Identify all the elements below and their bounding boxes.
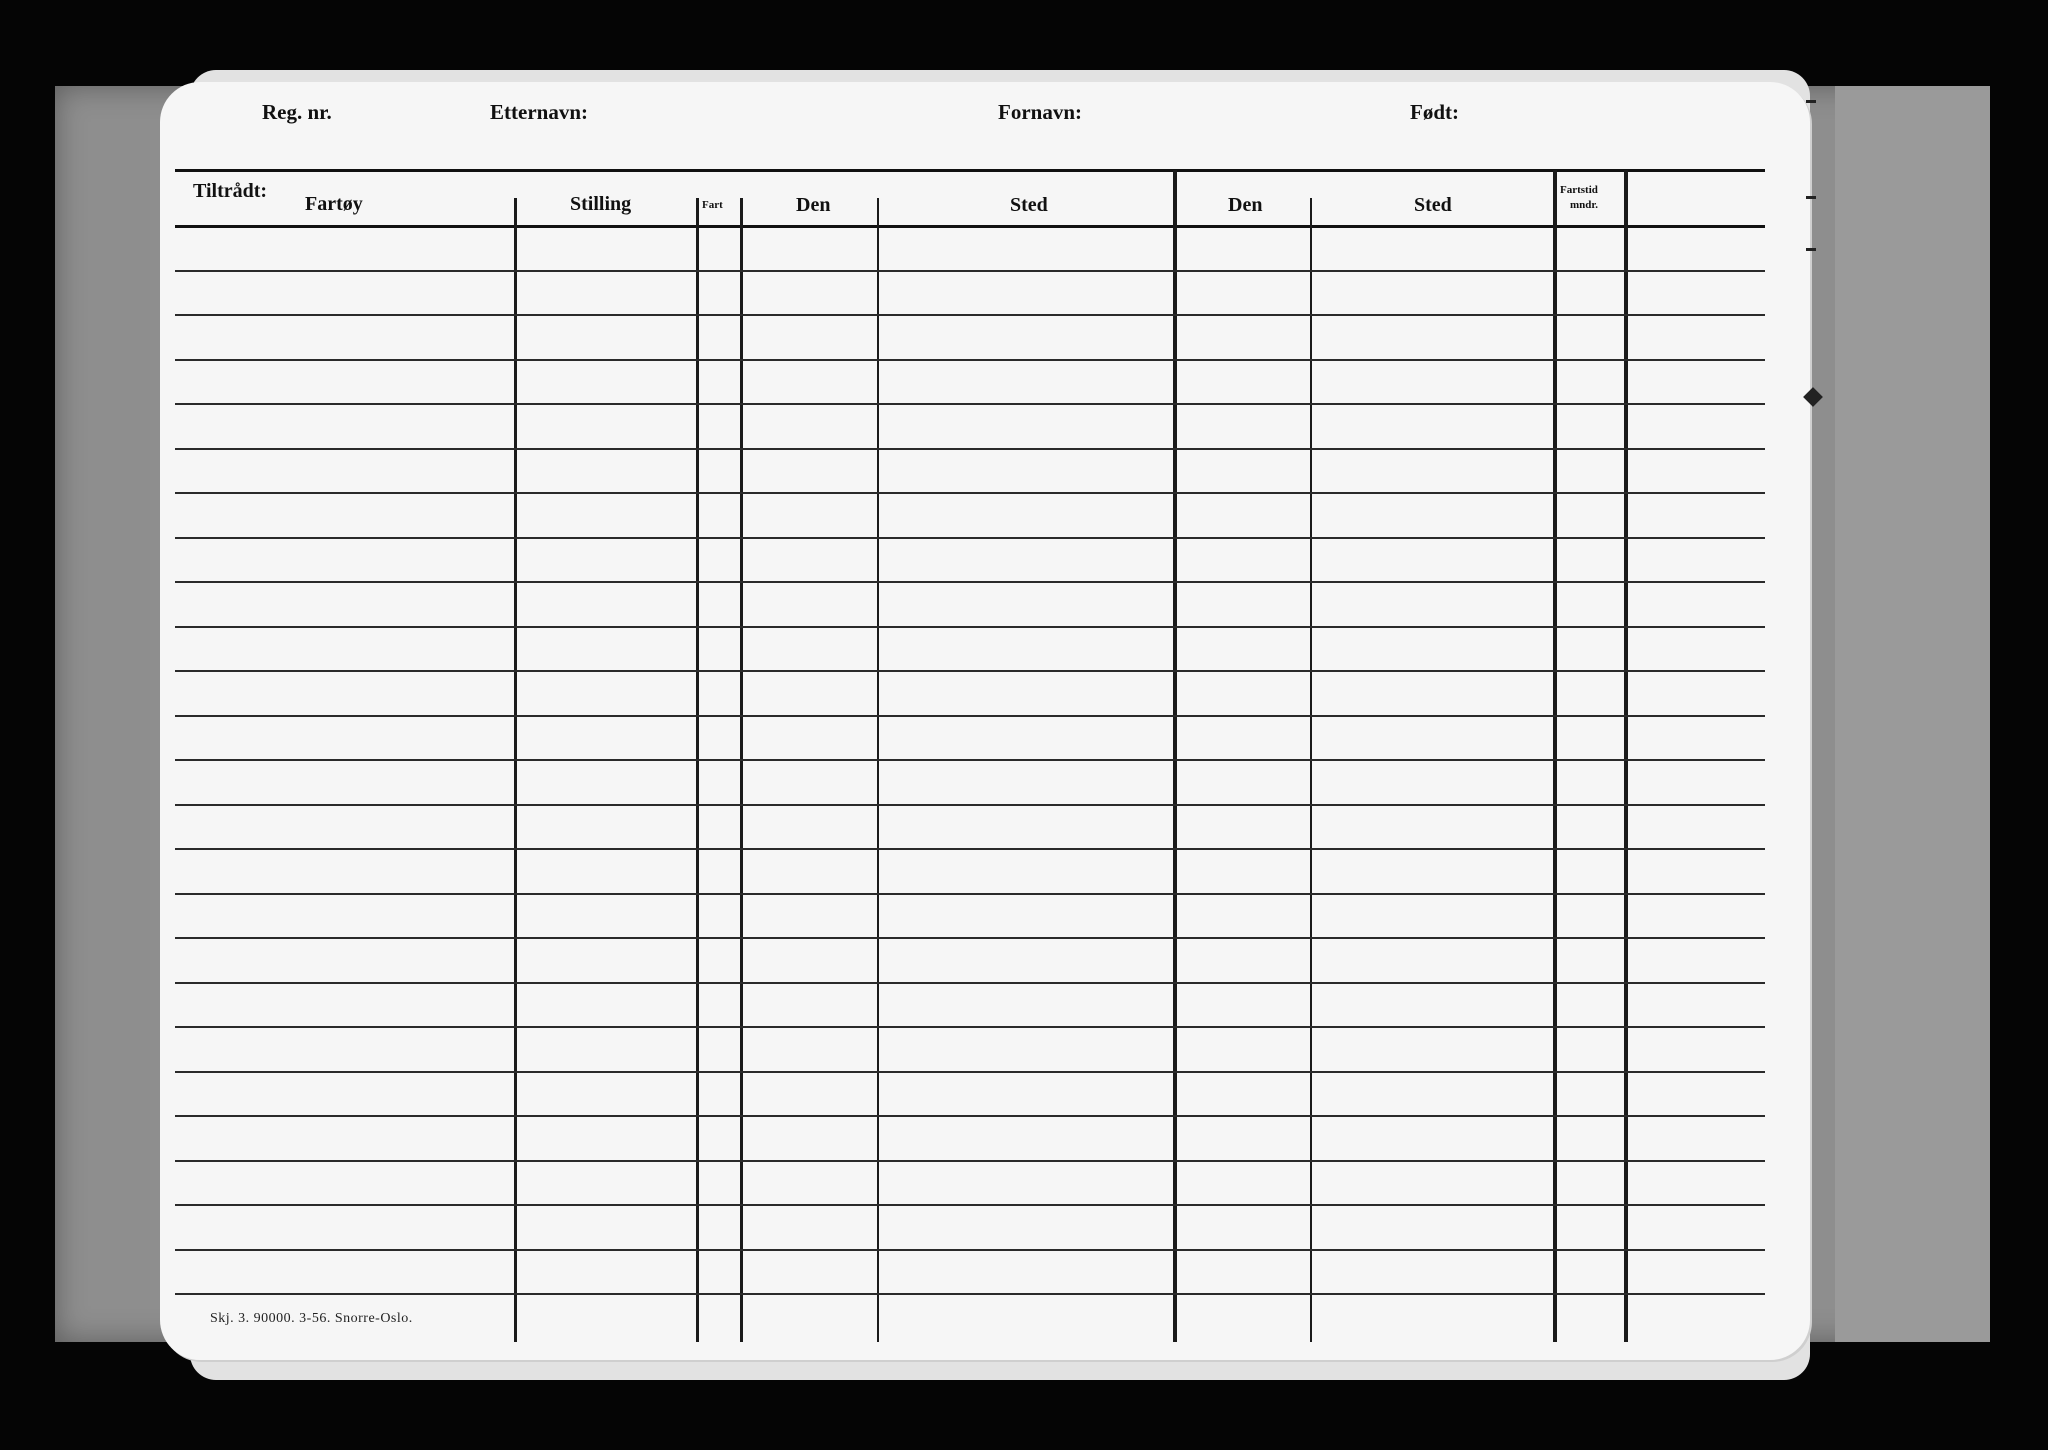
table-row-rule bbox=[175, 982, 1765, 984]
header-bottom-rule bbox=[175, 225, 1765, 228]
col-header-stilling: Stilling bbox=[570, 193, 632, 215]
col-rule-last bbox=[1624, 170, 1628, 1342]
table-row-rule bbox=[175, 893, 1765, 895]
table-row-rule bbox=[175, 537, 1765, 539]
table-row-rule bbox=[175, 1026, 1765, 1028]
table-row-rule bbox=[175, 492, 1765, 494]
table-row-rule bbox=[175, 626, 1765, 628]
col-rule-den-2 bbox=[1173, 170, 1177, 1342]
col-header-sted-1: Sted bbox=[1010, 194, 1048, 216]
table-row-rule bbox=[175, 1293, 1765, 1295]
table-row-rule bbox=[175, 715, 1765, 717]
fodt-label: Født: bbox=[1410, 100, 1459, 124]
col-header-den-1: Den bbox=[796, 194, 831, 216]
col-rule-sted-1 bbox=[877, 198, 879, 1342]
tiltradt-label: Tiltrådt: bbox=[193, 180, 268, 202]
col-header-den-2: Den bbox=[1228, 194, 1263, 216]
record-card bbox=[160, 82, 1810, 1360]
table-row-rule bbox=[175, 1071, 1765, 1073]
col-header-fartstid: Fartstid bbox=[1560, 184, 1598, 196]
table-row-rule bbox=[175, 848, 1765, 850]
table-row-rule bbox=[175, 448, 1765, 450]
col-header-sted-2: Sted bbox=[1414, 194, 1452, 216]
table-row-rule bbox=[175, 1204, 1765, 1206]
col-header-fartstid-mndr: mndr. bbox=[1570, 199, 1599, 211]
table-row-rule bbox=[175, 403, 1765, 405]
fornavn-label: Fornavn: bbox=[998, 100, 1082, 124]
table-row-rule bbox=[175, 1160, 1765, 1162]
table-row-rule bbox=[175, 937, 1765, 939]
table-row-rule bbox=[175, 1115, 1765, 1117]
table-row-rule bbox=[175, 1249, 1765, 1251]
col-rule-sted-2 bbox=[1310, 198, 1312, 1342]
col-header-fartoy: Fartøy bbox=[305, 193, 363, 215]
folder-edge bbox=[1835, 86, 1990, 1342]
table-row-rule bbox=[175, 804, 1765, 806]
col-rule-fart bbox=[696, 198, 699, 1342]
col-rule-stilling bbox=[514, 198, 517, 1342]
reg-nr-label: Reg. nr. bbox=[262, 100, 332, 124]
table-row-rule bbox=[175, 359, 1765, 361]
table-row-rule bbox=[175, 314, 1765, 316]
col-header-fart: Fart bbox=[702, 199, 723, 211]
table-row-rule bbox=[175, 270, 1765, 272]
card-index-ticks bbox=[1806, 100, 1818, 1320]
table-row-rule bbox=[175, 759, 1765, 761]
col-rule-fartstid bbox=[1553, 170, 1557, 1342]
etternavn-label: Etternavn: bbox=[490, 100, 588, 124]
table-top-rule bbox=[175, 169, 1765, 172]
col-rule-den-1 bbox=[740, 198, 743, 1342]
table-row-rule bbox=[175, 581, 1765, 583]
print-info: Skj. 3. 90000. 3-56. Snorre-Oslo. bbox=[210, 1311, 413, 1326]
table-row-rule bbox=[175, 670, 1765, 672]
